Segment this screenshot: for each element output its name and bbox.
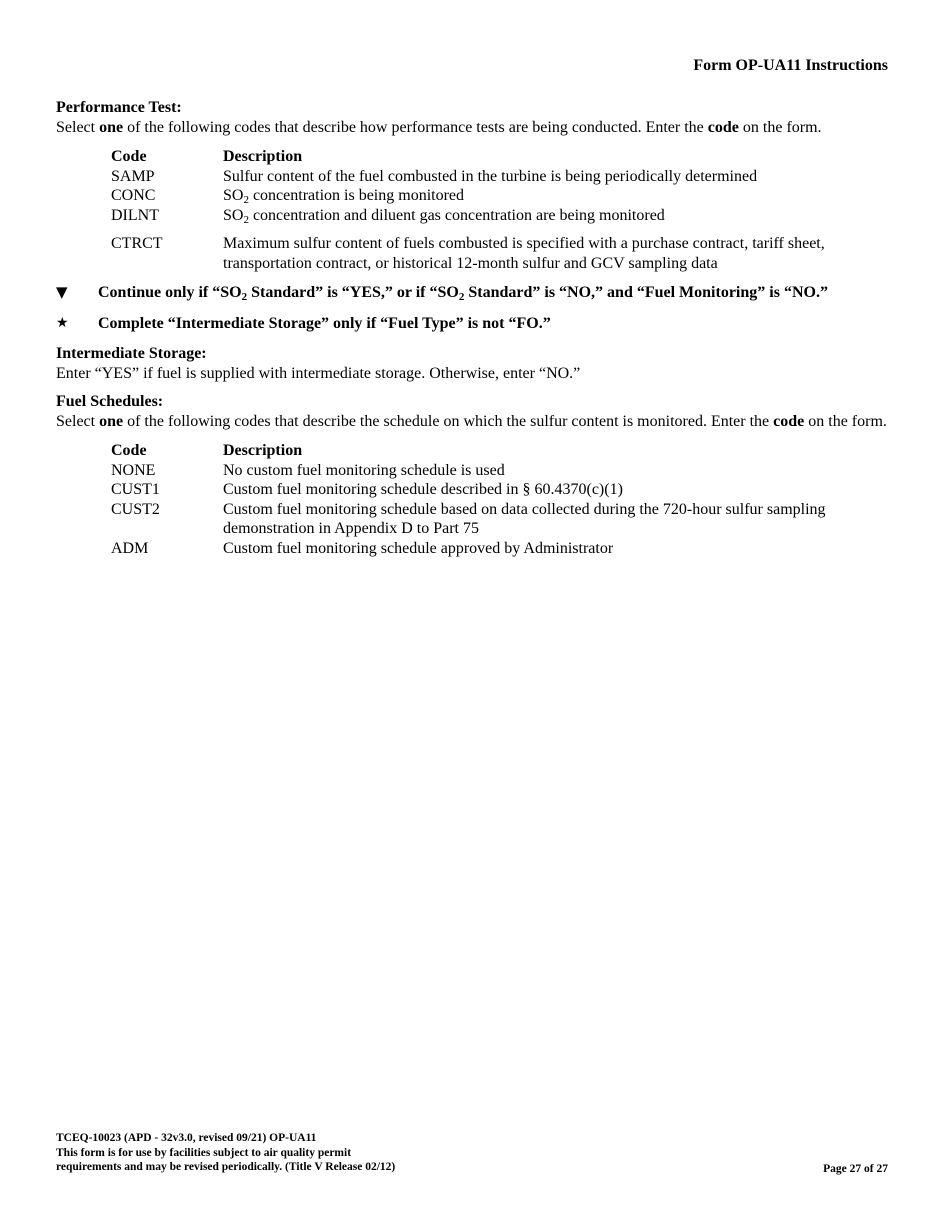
star-icon: ★ bbox=[56, 315, 69, 331]
table-row bbox=[111, 539, 888, 559]
code-cell: NONE bbox=[111, 461, 156, 479]
table-row bbox=[111, 500, 888, 539]
fuel-schedules-table bbox=[111, 441, 888, 558]
page-number: Page 27 of 27 bbox=[823, 1163, 888, 1175]
intermediate-storage-text: Enter “YES” if fuel is supplied with intermediate storage. Otherwise, enter “NO.” bbox=[56, 364, 581, 382]
performance-test-section bbox=[56, 98, 888, 273]
column-header-code: Code bbox=[111, 148, 147, 165]
column-header-description: Description bbox=[223, 148, 303, 165]
footer-line: This form is for use by facilities subject to air quality permit bbox=[56, 1146, 352, 1159]
code-cell: CTRCT bbox=[111, 235, 163, 252]
column-header-description: Description bbox=[223, 442, 303, 459]
code-cell: CUST2 bbox=[111, 500, 160, 518]
column-header-code: Code bbox=[111, 442, 147, 459]
performance-test-title: Performance Test: bbox=[56, 99, 182, 116]
intermediate-storage-section bbox=[56, 344, 888, 383]
performance-test-intro: Select one of the following codes that describe how performance tests are being conducted. Enter the code on the form. bbox=[56, 118, 822, 136]
footer-line: requirements and may be revised periodically. (Title V Release 02/12) bbox=[56, 1161, 396, 1173]
description-cell: Custom fuel monitoring schedule approved by Administrator bbox=[223, 539, 614, 557]
code-cell: CUST1 bbox=[111, 481, 160, 498]
table-row bbox=[111, 225, 888, 273]
description-cell: Sulfur content of the fuel combusted in the turbine is being periodically determined bbox=[223, 167, 758, 185]
intermediate-storage-title: Intermediate Storage: bbox=[56, 345, 207, 362]
table-header-row bbox=[111, 147, 888, 167]
complete-note-text: Complete “Intermediate Storage” only if “Fuel Type” is not “FO.” bbox=[98, 315, 551, 332]
continue-note-text: Continue only if “$SO_2$ Standard” is “YES,” or if “$SO_2$ Standard” is “NO,” and “Fuel Monitoring” is “NO.” bbox=[98, 284, 828, 303]
document-page bbox=[56, 0, 888, 1230]
triangle-down-icon: ▼ bbox=[56, 283, 68, 301]
table-header-row bbox=[111, 441, 888, 461]
table-row bbox=[111, 461, 888, 481]
performance-test-table bbox=[111, 147, 888, 273]
description-cell: Custom fuel monitoring schedule described in § 60.4370(c)(1) bbox=[223, 481, 623, 498]
footer-form-info bbox=[56, 1131, 395, 1175]
fuel-schedules-section bbox=[56, 392, 888, 558]
description-cell: Maximum sulfur content of fuels combusted is specified with a purchase contract, tariff sheet, transportation contract, or historical 12-month sulfur and GCV sampling data bbox=[223, 235, 825, 272]
description-cell: $SO_2$ concentration and diluent gas concentration are being monitored bbox=[223, 206, 665, 226]
fuel-schedules-intro: Select one of the following codes that describe the schedule on which the sulfur content is monitored. Enter the code on the form. bbox=[56, 412, 887, 430]
description-cell: Custom fuel monitoring schedule based on data collected during the 720-hour sulfur sampling demonstration in Appendix D to Part 75 bbox=[223, 500, 826, 537]
code-cell: CONC bbox=[111, 187, 156, 204]
table-row bbox=[111, 186, 888, 206]
table-row bbox=[111, 206, 888, 226]
code-cell: DILNT bbox=[111, 206, 159, 224]
fuel-schedules-title: Fuel Schedules: bbox=[56, 393, 164, 410]
description-cell: $SO_2$ concentration is being monitored bbox=[223, 187, 465, 206]
code-cell: SAMP bbox=[111, 167, 155, 185]
table-row bbox=[111, 167, 888, 187]
footer-line: TCEQ-10023 (APD - 32v3.0, revised 09/21) OP-UA11 bbox=[56, 1132, 317, 1144]
description-cell: No custom fuel monitoring schedule is used bbox=[223, 461, 505, 479]
form-title: Form OP-UA11 Instructions bbox=[693, 57, 888, 74]
code-cell: ADM bbox=[111, 539, 149, 557]
table-row bbox=[111, 480, 888, 500]
